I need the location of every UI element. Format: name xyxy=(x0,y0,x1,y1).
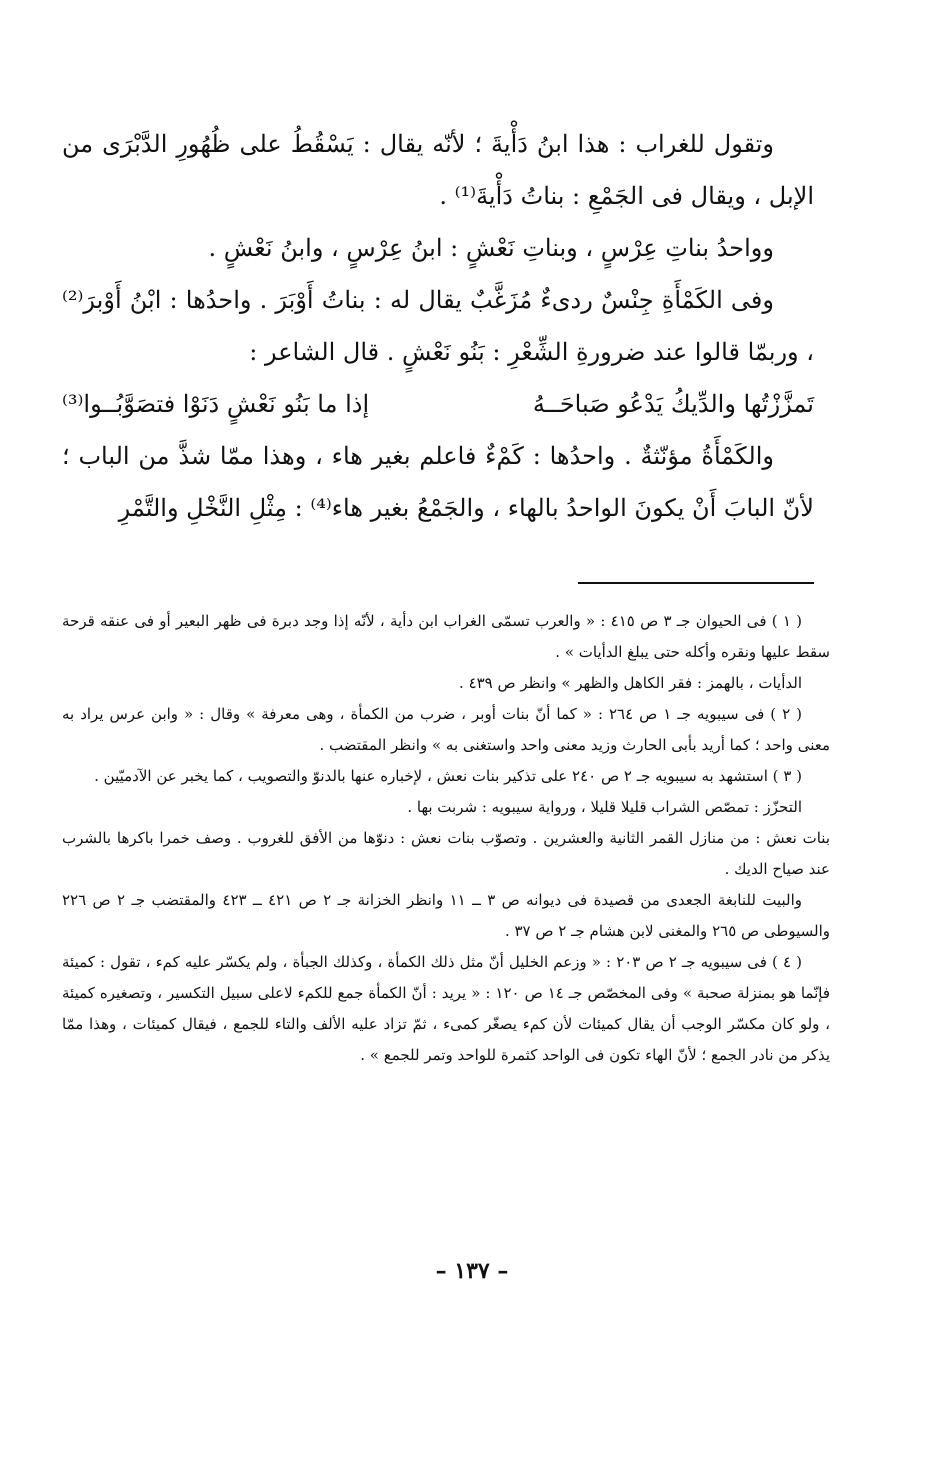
footnote-3-gloss-1: التحزّز : تمصّص الشراب قليلا قليلا ، ورواية سيبويه : شربت بها . xyxy=(407,798,802,816)
main-text xyxy=(62,118,814,534)
main-paragraph-1: وتقول للغراب : هذا ابنُ دَأْيةَ ؛ لأنّه يقال : يَسْقُطُ على ظُهُورِ الدَّبْرَى من الإبل ، ويقال فى الجَمْعِ : بناتُ دَأْيةَ⁽¹⁾ . xyxy=(62,130,814,210)
footnote-3: ( ٣ ) استشهد به سيبويه جـ ٢ ص ٢٤٠ على تذكير بنات نعش ، لإخباره عنها بالدنوّ والتصويب ، كما يخبر عن الآدميّين . xyxy=(94,767,802,785)
poetry-verse xyxy=(62,378,814,430)
footnote-separator xyxy=(578,582,814,584)
footnote-1-continuation: الدأيات ، بالهمز : فقر الكاهل والظهر » وانظر ص ٤٣٩ . xyxy=(459,674,802,692)
footnotes xyxy=(62,606,830,1071)
footnote-4: ( ٤ ) فى سيبويه جـ ٢ ص ٢٠٣ : « وزعم الخليل أنّ مثل ذلك الكمأة ، وكذلك الجبأة ، ولم يكسّر عليه كمء ، تقول : كميئة فإنّما هو بمنزلة صحبة » وفى المخصّص جـ ١٤ ص ١٢٠ : « يريد : أنّ الكمأة جمع للكمء لاعلى سبيل التكسير ، وتصغيره كميئة ، ولو كان مكسّر الوجب أن يقال كميئات لأن كمء يصغّر كمىء ، ثمّ تزاد عليه الألف والتاء للجمع ، فيقال كميئات ، وهذا ممّا يذكر من نادر الجمع ؛ لأنّ الهاء تكون فى الواحد كثمرة للواحد وتمر للجمع » . xyxy=(62,953,831,1064)
main-paragraph-2: وواحدُ بناتِ عِرْسٍ ، وبناتِ نَعْشٍ : ابنُ عِرْسٍ ، وابنُ نَعْشٍ . xyxy=(208,234,774,262)
footnote-3-gloss-2: بنات نعش : من منازل القمر الثانية والعشرين . وتصوّب بنات نعش : دنوّها من الأفق للغروب . وصف خمرا باكرها بالشرب عند صياح الديك . xyxy=(62,829,830,878)
main-paragraph-3: وفى الكَمْأَةِ جِنْسٌ ردىءٌ مُزَغَّبٌ يقال له : بناتُ أَوْبَرَ . واحدُها : ابْنُ أَوْبرَ⁽²⁾ ، وربمّا قالوا عند ضرورةِ الشِّعْرِ : بَنُو نَعْشٍ . قال الشاعر : xyxy=(62,286,814,366)
footnote-3-source: والبيت للنابغة الجعدى من قصيدة فى ديوانه ص ٣ ــ ١١ وانظر الخزانة جـ ٢ ص ٤٢١ ــ ٤٢٣ والمقتضب جـ ٢ ص ٢٢٦ والسيوطى ص ٢٦٥ والمغنى لابن هشام جـ ٢ ص ٣٧ . xyxy=(62,891,830,940)
footnote-1: ( ١ ) فى الحيوان جـ ٣ ص ٤١٥ : « والعرب تسمّى الغراب ابن دأية ، لأنّه إذا وجد دبرة فى ظهر البعير أو فى عنقه قرحة سقط عليها ونقره وأكله حتى يبلغ الدأيات » . xyxy=(62,612,830,661)
verse-second-hemistich: إذا ما بَنُو نَعْشٍ دَنَوْا فتصَوَّبُــوا⁽³⁾ xyxy=(62,390,370,418)
verse-first-hemistich: تَمزَّزْتُها والدِّيكُ يَدْعُو صَباحَــهُ xyxy=(532,390,814,418)
main-paragraph-4: والكَمْأَةُ مؤنّثةٌ . واحدُها : كَمْءٌ فاعلم بغير هاء ، وهذا ممّا شذَّ من الباب ؛ لأنّ البابَ أَنْ يكونَ الواحدُ بالهاء ، والجَمْعُ بغير هاء⁽⁴⁾ : مِثْلِ النَّخْلِ والتَّمْرِ xyxy=(62,442,814,522)
page-number: – ١٣٧ – xyxy=(435,1258,509,1284)
footnote-2: ( ٢ ) فى سيبويه جـ ١ ص ٢٦٤ : « كما أنّ بنات أوبر ، ضرب من الكمأة ، وهى معرفة » وقال : « وابن عرس يراد به معنى واحد ؛ كما أريد بأبى الحارث وزيد معنى واحد واستغنى به » وانظر المقتضب . xyxy=(62,705,830,754)
